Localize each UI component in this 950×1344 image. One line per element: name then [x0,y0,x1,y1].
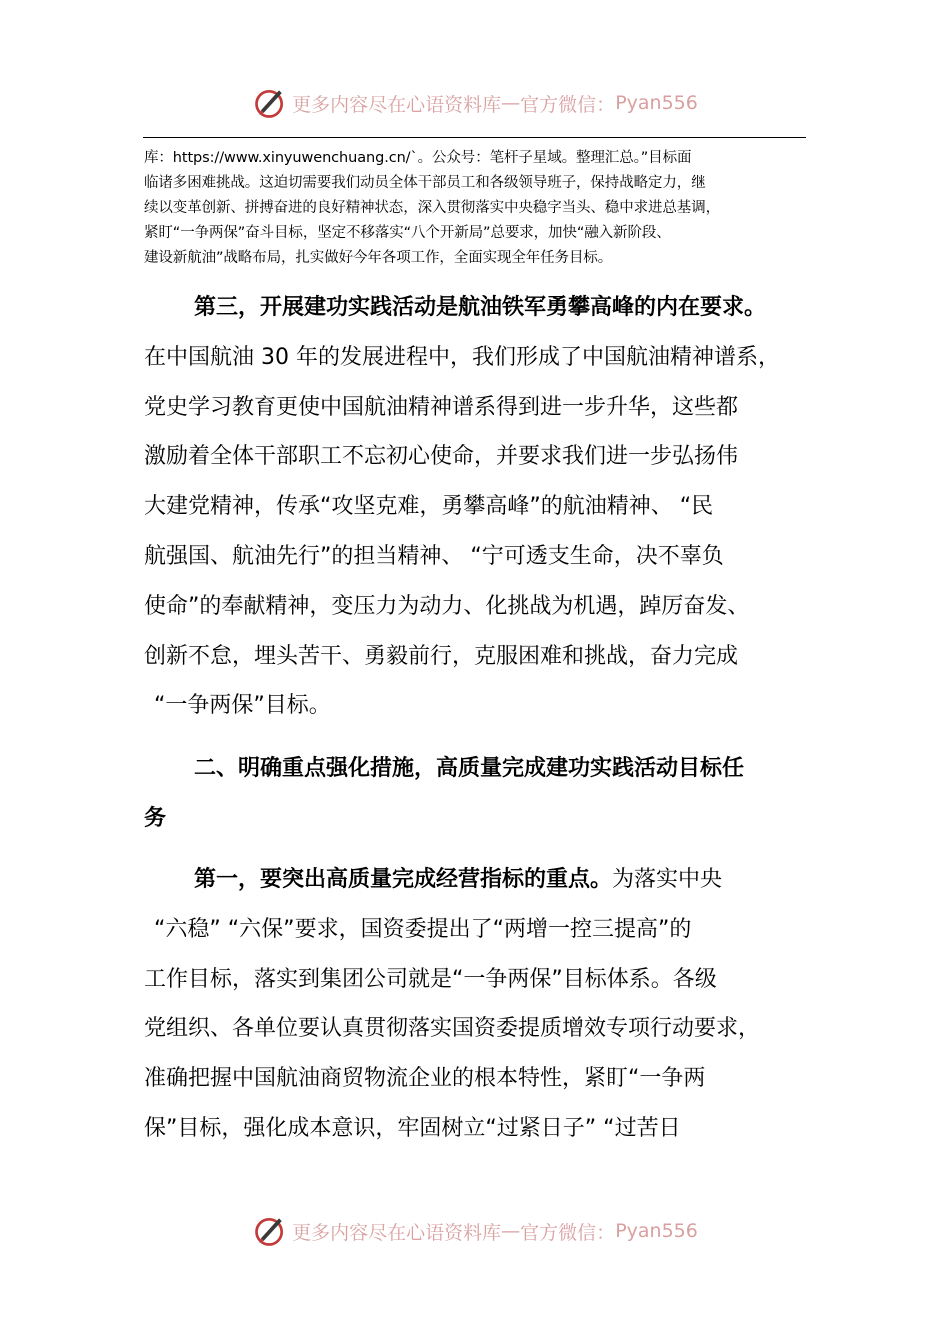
body-line: “六稳” “六保”要求，国资委提出了“两增一控三提高”的 [154,916,692,942]
banner-label: 官方微信： [520,1221,616,1244]
banner-label: 官方微信： [520,93,616,116]
banner-dash: — [501,1220,521,1242]
body-line: 使命”的奉献精神，变压力为动力、化挑战为机遇，踔厉奋发、 [144,593,750,619]
body-line: “一争两保”目标。 [154,693,331,719]
body-line: 党史学习教育更使中国航油精神谱系得到进一步升华，这些都 [144,394,739,420]
banner-dash: — [501,92,521,114]
body-line: 工作目标，落实到集团公司就是“一争两保”目标体系。各级 [144,966,717,992]
part-two-heading [144,744,816,844]
body-line: 准确把握中国航油商贸物流企业的根本特性，紧盯“一争两 [144,1066,706,1092]
section-three-heading: 第三，开展建功实践活动是航油铁军勇攀高峰的内在要求。 [194,295,767,320]
body-line: 在中国航油 30 年的发展进程中，我们形成了中国航油精神谱系， [144,344,780,370]
pen-logo-icon [252,85,288,121]
part-two-heading-line: 务 [144,805,167,831]
intro-paragraph [144,146,812,271]
header-banner [0,78,950,128]
banner-text: 更多内容尽在心语资料库 [292,93,502,116]
body-line: 创新不怠，埋头苦干、勇毅前行，克服困难和挑战，奋力完成 [144,643,739,669]
footer-banner [0,1206,950,1256]
intro-line: 建设新航油”战略布局，扎实做好今年各项工作，全面实现全年任务目标。 [144,250,613,266]
banner-wechat-id: Pyan556 [615,1220,698,1242]
body-line: 航强国、航油先行”的担当精神、 “宁可透支生命，决不辜负 [144,543,724,569]
header-divider [143,137,806,138]
section-three [144,283,816,731]
intro-line: 临诸多困难挑战。这迫切需要我们动员全体干部员工和各级领导班子，保持战略定力，继 [144,175,706,191]
banner-text: 更多内容尽在心语资料库 [292,1221,502,1244]
intro-line: 紧盯“一争两保”奋斗目标，坚定不移落实“八个开新局”总要求，加快“融入新阶段、 [144,225,671,241]
intro-line: 库：https://www.xinyuwenchuang.cn/`。公众号：笔杆子星域。整理汇总。”目标面 [144,150,692,166]
part-two-heading-line: 二、明确重点强化措施，高质量完成建功实践活动目标任 [194,756,745,781]
intro-line: 续以变革创新、拼搏奋进的良好精神状态，深入贯彻落实中央稳字当头、稳中求进总基调， [144,200,720,216]
body-line: 激励着全体干部职工不忘初心使命，并要求我们进一步弘扬伟 [144,444,739,470]
banner-wechat-id: Pyan556 [615,92,698,114]
body-line: 保”目标，强化成本意识，牢固树立“过紧日子” “过苦日 [144,1115,681,1141]
section-one-heading: 第一，要突出高质量完成经营指标的重点。 [194,867,613,892]
body-text: 为落实中央 [612,867,723,892]
section-one [144,855,816,1154]
pen-logo-icon [252,1213,288,1249]
body-line: 党组织、各单位要认真贯彻落实国资委提质增效专项行动要求， [144,1016,761,1042]
body-line: 大建党精神，传承“攻坚克难，勇攀高峰”的航油精神、 “民 [144,494,714,520]
